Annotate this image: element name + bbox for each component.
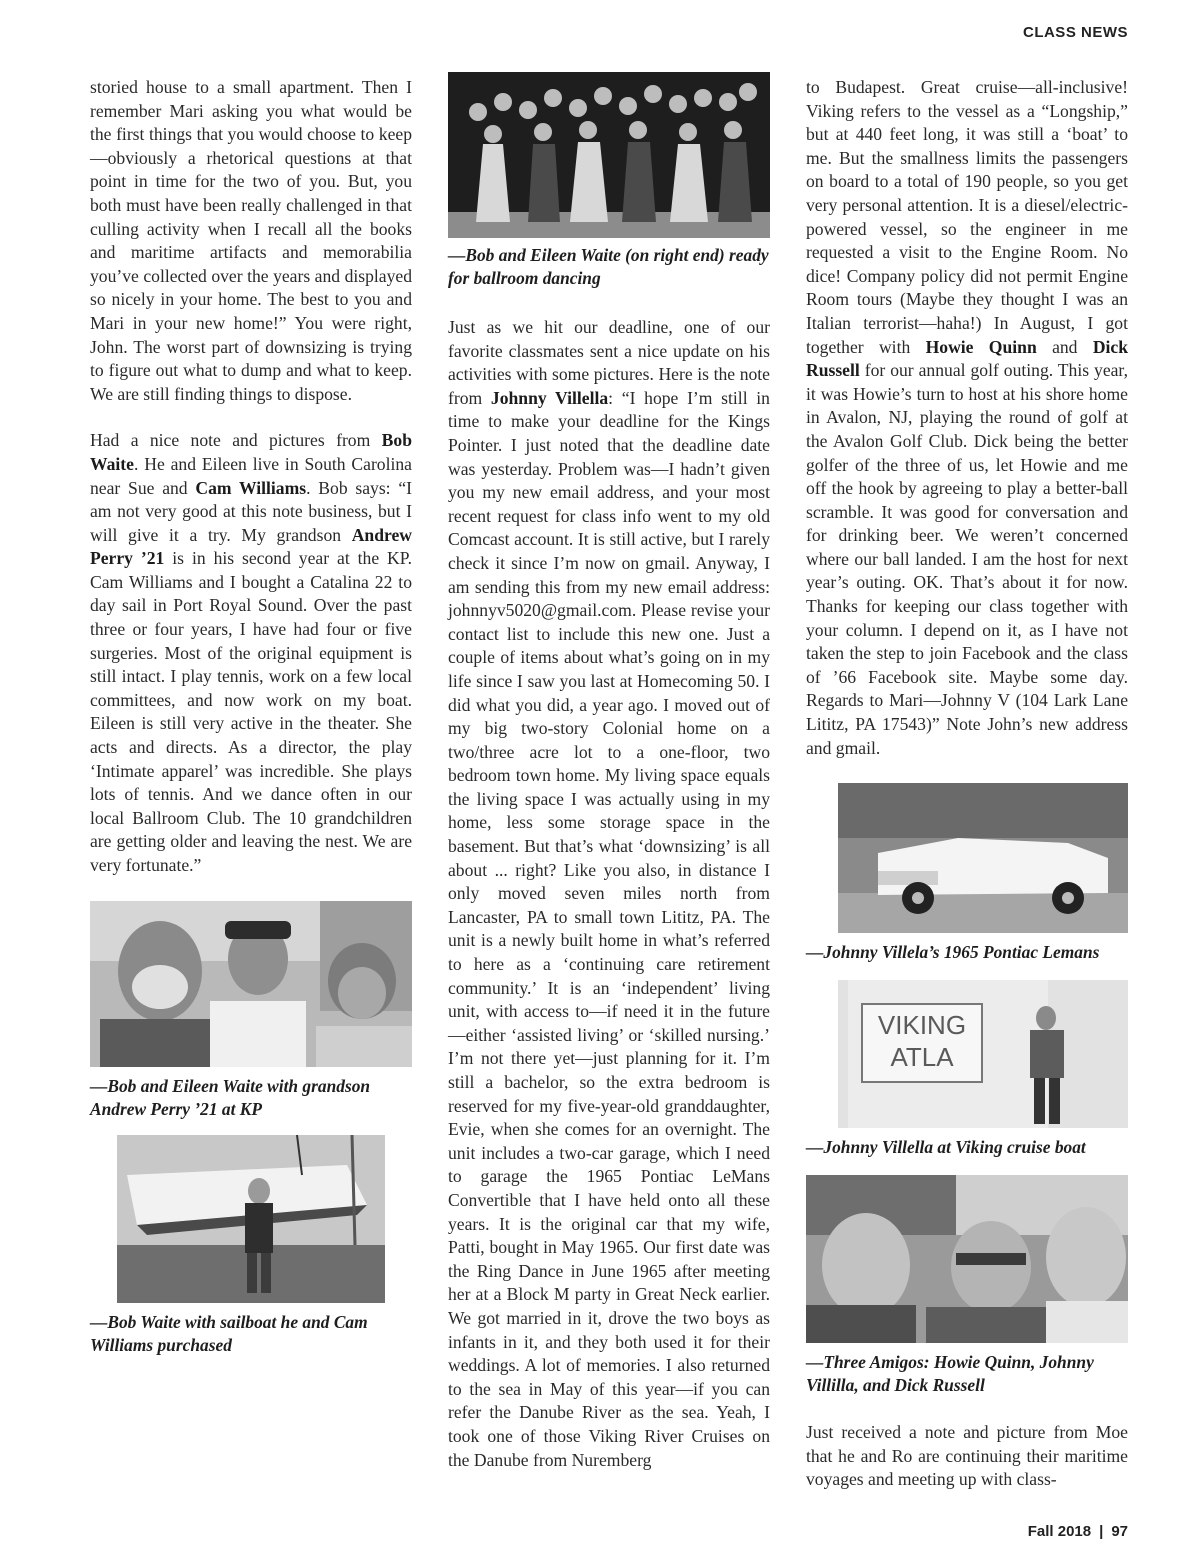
photo-three-amigos — [806, 1175, 1128, 1343]
column-2 — [448, 72, 770, 1495]
classmate-name: Johnny Villella — [490, 387, 609, 408]
photo-caption: —Bob and Eileen Waite (on right end) ready for ballroom dancing — [448, 245, 769, 288]
photo-viking-boat — [838, 980, 1128, 1128]
classmate-name: Cam Williams — [195, 477, 307, 498]
photo-caption: —Bob and Eileen Waite with grandson Andrew Perry ’21 at KP — [90, 1075, 371, 1119]
article-paragraph: Had a nice note and pictures from Bob Waite. He and Eileen live in South Carolina near Sue and Cam Williams. Bob says: “I am not very good at this note business, but I will give it a try. My grandson Andrew Perry ’21 is in his second year at the KP. Cam Williams and I bought a Catalina 22 to day sail in Port Royal Sound. Over the past three or four years, I have had four or five surgeries. Most of the original equipment is still intact. I play tennis, work on a few local committees, and now work on my boat. Eileen is still very active in the theater. She acts and directs. As a director, the play ‘Intimate apparel’ was incredible. She plays lots of tennis. And we dance often in our local Ballroom Club. The 10 grandchildren are getting older and leaving the nest. We are very fortunate.” — [90, 430, 413, 875]
photo-sailboat — [117, 1135, 385, 1303]
article-paragraph: storied house to a small apartment. Then I remember Mari asking you what would be the first things that you would choose to keep—obviously a rhetorical questions at that point in time for the two of you. But, you both must have been really challenged in that culling activity when I recall all the books and maritime artifacts and memorabilia you’ve collected over the years and displayed so nicely in your home. The best to you and Mari in your new home!” You were right, John. The worst part of downsizing is trying to figure out what to dump and what to keep. We are still finding things to dispose. — [90, 77, 412, 404]
photo-caption: —Johnny Villela’s 1965 Pontiac Lemans — [806, 942, 1100, 963]
classmate-name: Howie Quinn — [925, 336, 1037, 357]
photo-caption: —Johnny Villella at Viking cruise boat — [806, 1137, 1086, 1158]
footer-separator: | — [1099, 1523, 1104, 1540]
article-paragraph: Just received a note and picture from Moe that he and Ro are continuing their maritime voyages and meeting up with class- — [806, 1422, 1128, 1490]
page-footer — [1028, 1523, 1128, 1540]
column-1 — [90, 76, 412, 1357]
article-paragraph: Just as we hit our deadline, one of our favorite classmates sent a nice update on his activities with some pictures. Here is the note from Johnny Villella: “I hope I’m still in time to make your deadline for the Kings Pointer. I just noted that the deadline date was yesterday. Problem was—I hadn’t given you my new email address, and your most recent request for class info went to my old Comcast account. It is still active, but I rarely check it since I’m now on gmail. Anyway, I am sending this from my new email address: johnnyv5020@gmail.com. Please revise your contact list to include this new one. Just a couple of items about what’s going on in my life since I saw you last at Homecoming 50. I did what you did, a year ago. I moved out of my big two-story Colonial home on a two/three acre lot to a one-floor, two bedroom town home. My living space equals the living space I was actually using in my home, less some storage space in the basement. But that’s what ‘downsizing’ is all about ... right? Like you also, in distance I only moved seven miles north from Lancaster, PA to small town Lititz, PA. The unit is a newly built home in what’s referred to here as a ‘continuing care retirement community.’ It is an ‘independent’ living unit, with access to—if need it in the future—either ‘assisted living’ or ‘skilled nursing.’ I’m not there yet—just planning for it. I’m still a bachelor, so the extra bedroom is reserved for my five-year-old granddaughter, Evie, when she comes for an overnight. The unit includes a two-car garage, which I need to garage the 1965 Pontiac LeMans Convertible that I have held onto all these years. It is the original car that my wife, Patti, bought in May 1965. Our first date was the Ring Dance in June 1965 after meeting her at a Block M party in Great Neck earlier. We got married in it, drove the two boys as infants in it, and they both used it for their weddings. A lot of memories. I also returned to the sea in May of this year—if you can refer the Danube River as the sea. Yeah, I took one of those Viking River Cruises on the Danube from Nuremberg — [448, 317, 770, 1470]
photo-caption: —Bob Waite with sailboat he and Cam Williams purchased — [90, 1311, 368, 1355]
photo-waite-family — [90, 901, 412, 1067]
photo-caption: —Three Amigos: Howie Quinn, Johnny Villilla, and Dick Russell — [806, 1352, 1094, 1396]
column-3 — [806, 76, 1128, 1515]
photo-pontiac-lemans — [838, 783, 1128, 933]
photo-ballroom-group — [448, 72, 770, 238]
article-paragraph: to Budapest. Great cruise—all-inclusive! Viking refers to the vessel as a “Longship,” but at 440 feet long, it was still a ‘boat’ to me. But the smallness limits the passengers on board to a total of 190 people, so you get very personal attention. It is a diesel/electric-powered vessel, so the engineer in me requested a visit to the Engine Room. No dice! Company policy did not permit Engine Room tours (Maybe they thought I was an Italian terrorist—haha!) In August, I got together with Howie Quinn and Dick Russell for our annual golf outing. This year, it was Howie’s turn to host at his shore home in Avalon, NJ, playing the round of golf at the Avalon Golf Club. Dick being the better golfer of the three of us, let Howie and me off the hook by agreeing to play a better-ball scramble. It was good for conversation and for drinking beer. We weren’t concerned where our ball landed. I am the host for next year’s outing. OK. That’s about it for now. Thanks for keeping our class together with your column. I depend on it, as I have not taken the step to join Facebook and the class of ’66 Facebook site. Maybe some day. Regards to Mari—Johnny V (104 Lark Lane Lititz, PA 17543)” Note John’s new address and gmail. — [806, 77, 1128, 758]
classmate-name: Andrew Perry ’21 — [90, 524, 412, 569]
classmate-name: Bob Waite — [90, 430, 412, 474]
issue-label: Fall 2018 — [1027, 1523, 1092, 1540]
page-number: 97 — [1111, 1523, 1128, 1540]
classmate-name: Dick Russell — [806, 336, 1128, 381]
boat-sign-text: VIKING — [877, 1010, 967, 1041]
section-header: CLASS NEWS — [1022, 24, 1128, 41]
boat-sign-text: ATLA — [890, 1042, 954, 1073]
